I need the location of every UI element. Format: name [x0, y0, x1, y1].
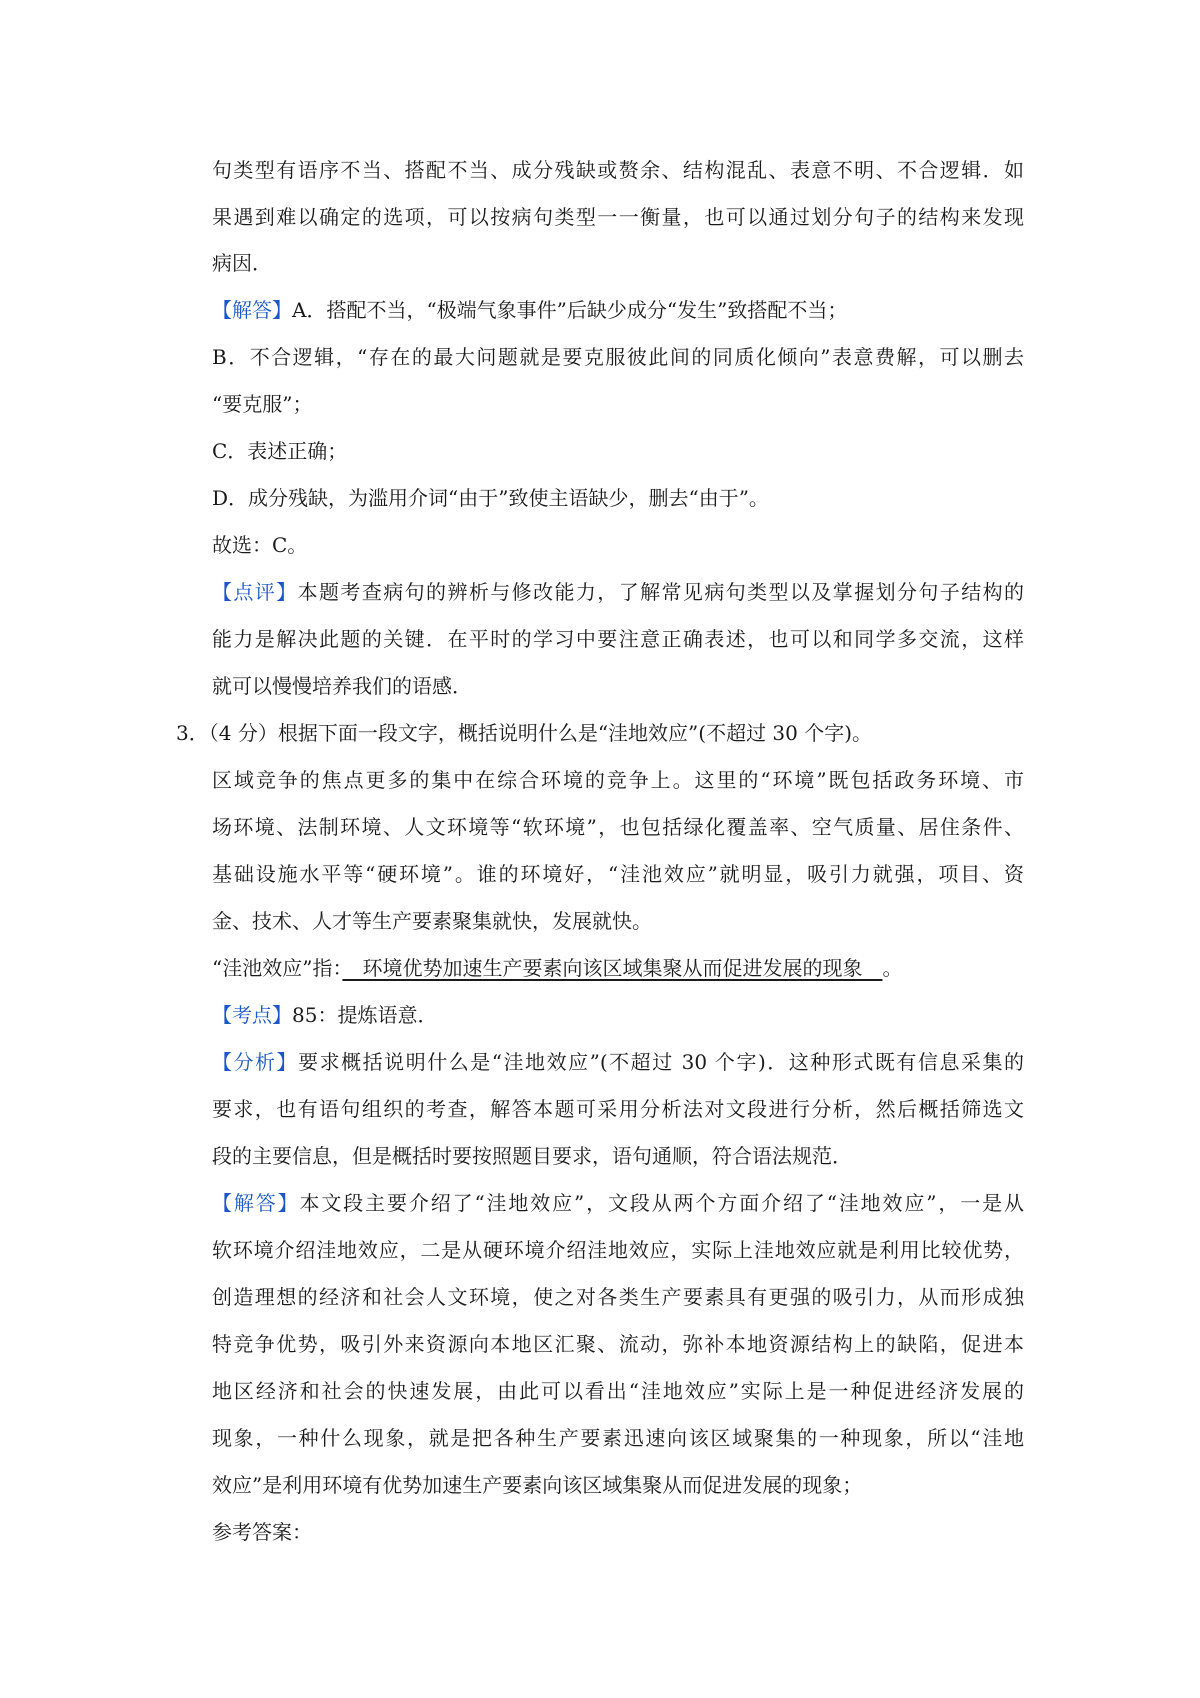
- option-c: C．表述正确；: [212, 439, 348, 463]
- blank-prefix: “洼池效应”指：: [212, 956, 343, 980]
- passage-line: 基础设施水平等“硬环境”。谁的环境好，“洼池效应”就明显，吸引力就强，项目、资: [212, 862, 1024, 886]
- review-text: 本题考查病句的辨析与修改能力，了解常见病句类型以及掌握划分句子结构的: [297, 580, 1025, 604]
- answer-line: 软环境介绍洼地效应，二是从硬环境介绍洼地效应，实际上洼地效应就是利用比较优势，: [212, 1238, 1024, 1262]
- answer-line: 创造理想的经济和社会人文环境，使之对各类生产要素具有更强的吸引力，从而形成独: [212, 1285, 1024, 1309]
- analysis-text: 要求概括说明什么是“洼地效应”(不超过 30 个字)．这种形式既有信息采集的: [298, 1050, 1025, 1074]
- point-line: [212, 1001, 437, 1029]
- choice-line: 故选：C。: [212, 533, 308, 557]
- analysis-line: 要求，也有语句组织的考查，解答本题可采用分析法对文段进行分析，然后概括筛选文: [212, 1097, 1024, 1121]
- option-a: A．搭配不当，“极端气象事件”后缺少成分“发生”致搭配不当；: [292, 298, 848, 322]
- point-text: 85：提炼语意．: [292, 1003, 438, 1027]
- answer-text: 本文段主要介绍了“洼地效应”，文段从两个方面介绍了“洼地效应”，一是从: [299, 1191, 1024, 1215]
- answer-line: [212, 296, 847, 324]
- answer-tag: 【解答】: [212, 1191, 300, 1215]
- option-b-line1: B．不合逻辑，“存在的最大问题就是要克服彼此间的同质化倾向”表意费解，可以删去: [212, 345, 1024, 369]
- answer-line: 特竞争优势，吸引外来资源向本地区汇聚、流动，弥补本地资源结构上的缺陷，促进本: [212, 1332, 1024, 1356]
- answer-tag: 【解答】: [212, 298, 292, 322]
- analysis-tag: 【分析】: [212, 1050, 299, 1074]
- passage-line: 区域竞争的焦点更多的集中在综合环境的竞争上。这里的“环境”既包括政务环境、市: [212, 768, 1024, 792]
- blank-answer: 环境优势加速生产要素向该区域集聚从而促进发展的现象: [342, 956, 883, 980]
- option-b-line2: “要克服”；: [212, 392, 313, 416]
- answer-line: 效应”是利用环境有优势加速生产要素向该区域集聚从而促进发展的现象；: [212, 1473, 863, 1497]
- analysis-line: [212, 1048, 1024, 1076]
- answer-line: 现象，一种什么现象，就是把各种生产要素迅速向该区域聚集的一种现象，所以“洼地: [212, 1426, 1024, 1450]
- reference-answer-label: 参考答案：: [212, 1520, 312, 1544]
- text-line: 句类型有语序不当、搭配不当、成分残缺或赘余、结构混乱、表意不明、不合逻辑．如: [212, 158, 1024, 182]
- text-line: 病因．: [212, 251, 272, 275]
- point-tag: 【考点】: [212, 1003, 292, 1027]
- analysis-line: 段的主要信息，但是概括时要按照题目要求，语句通顺，符合语法规范．: [212, 1144, 852, 1168]
- review-line: [212, 578, 1024, 606]
- question-text: （4 分）根据下面一段文字，概括说明什么是“洼地效应”(不超过 30 个字)。: [208, 721, 873, 745]
- answer-line: [212, 1189, 1024, 1217]
- review-line: 就可以慢慢培养我们的语感．: [212, 674, 472, 698]
- blank-suffix: 。: [882, 956, 903, 980]
- question-number: 3．: [176, 721, 209, 745]
- question-stem: [176, 719, 872, 747]
- text-line: 果遇到难以确定的选项，可以按病句类型一一衡量，也可以通过划分句子的结构来发现: [212, 205, 1024, 229]
- passage-line: 场环境、法制环境、人文环境等“软环境”，也包括绿化覆盖率、空气质量、居住条件、: [212, 815, 1024, 839]
- review-tag: 【点评】: [212, 580, 298, 604]
- review-line: 能力是解决此题的关键．在平时的学习中要注意正确表述，也可以和同学多交流，这样: [212, 627, 1024, 651]
- fill-blank-line: [212, 954, 902, 982]
- answer-line: 地区经济和社会的快速发展，由此可以看出“洼地效应”实际上是一种促进经济发展的: [212, 1379, 1024, 1403]
- passage-line: 金、技术、人才等生产要素聚集就快，发展就快。: [212, 909, 652, 933]
- option-d: D．成分残缺，为滥用介词“由于”致使主语缺少，删去“由于”。: [212, 486, 769, 510]
